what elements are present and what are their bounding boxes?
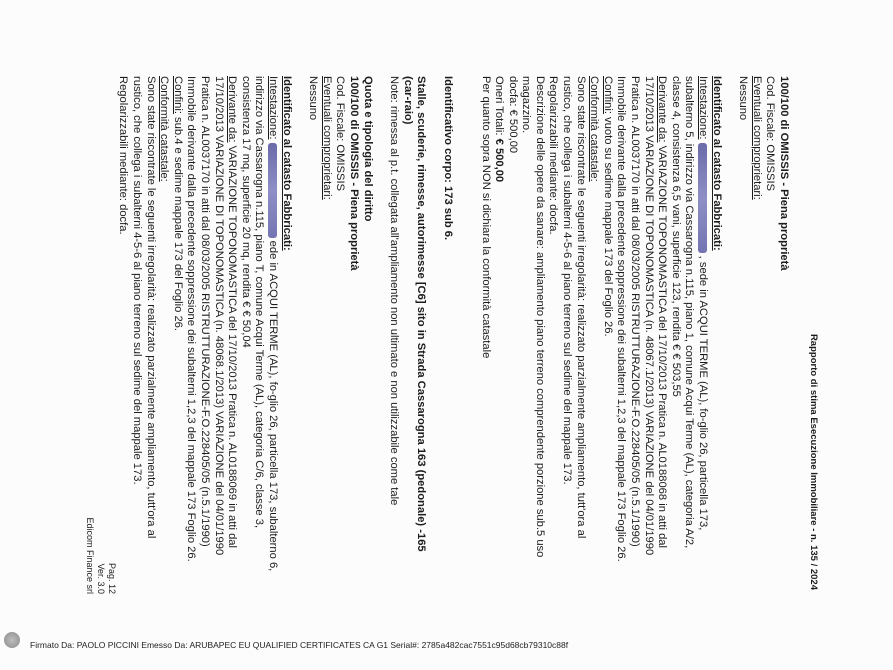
property-title: Stalle, scuderie, rimesse, autorimesse [C6] sito in Strada Cassarogna 163 (pedonale) -165 (car-raio) xyxy=(401,76,428,552)
oneri-value: € 500,00 xyxy=(493,138,506,183)
cod-fiscale: Cod. Fiscale: OMISSIS xyxy=(764,76,777,192)
conformita-text: Sono state riscontrate le seguenti irregolarità: realizzato parzialmente ampliamento, tutt'ora al rustico, che collega i subalterni 4-5-6 al piano terreno sul sedime del mappale 173. xyxy=(561,76,587,539)
signature-seal-icon xyxy=(4,632,20,648)
eventuali-value: Nessuno xyxy=(737,76,750,121)
eventuali-value-2: Nessuno xyxy=(307,76,320,121)
descrizione-text: Descrizione delle opere da sanare: ampliamento piano terreno comprendente porzione sub.5 uso magazzino. xyxy=(520,76,546,558)
conformita-label: Conformità catastale: xyxy=(588,76,601,182)
intestazione-text-2: ede in ACQUI TERME (AL), fo-glio 26, particella 173, subalterno 6, indirizzo via Cassarogna n.115, piano T, comune Acqui Terme (AL), categoria C/6, classe 3, consistenza 17 mq, superficie 20 mq, rendita € € 50,04 xyxy=(239,76,279,572)
non-conformita-text: Per quanto sopra NON si dichiara la conformità catastale xyxy=(479,76,492,359)
corpo-identifier: Identificativo corpo: 173 sub 6. xyxy=(441,76,454,241)
eventuali-label-2: Eventuali comproprietari: xyxy=(320,76,333,200)
confini-paragraph xyxy=(600,76,614,576)
intestazione-label-2: Intestazione: xyxy=(267,76,279,140)
derivante-paragraph xyxy=(614,76,668,576)
oneri-totali xyxy=(492,76,506,576)
rotated-document-page xyxy=(66,40,826,600)
regolarizzabili-text: Regolarizzabili mediante: docfa. xyxy=(547,76,560,235)
conformita-label-2: Conformità catastale: xyxy=(158,76,171,182)
confini-text-2: sub.4 e sedime mappale 173 del Foglio 26. xyxy=(171,117,184,331)
publisher-label: Edicom Finance srl xyxy=(85,517,95,594)
derivante-text-2: VARIAZIONE TOPONOMASTICA del 17/10/2013 Pratica n. AL0188069 in atti dal 17/10/2013 VARIAZIONE DI TOPONOMASTICA (n. 48068.1/2013) VARIAZIONE del 04/01/1990 Pratica n. AL0037170 in atti dal 08/03/2005 RISTRUTTURAZIONE-F.O.228405/05 (n.5.1/1990) Immobile derivante dalla precedente soppressione dei subalterni 1,2,3 del mappale 173 Foglio 26. xyxy=(185,76,239,562)
cod-fiscale-2: Cod. Fiscale: OMISSIS xyxy=(334,76,347,192)
oneri-label: Oneri Totali: xyxy=(493,76,506,136)
version-label: Ver. 3.0 xyxy=(96,563,106,594)
intestazione-label: Intestazione: xyxy=(697,76,710,140)
intestazione-paragraph-2 xyxy=(238,76,279,576)
confini-label: Confini: xyxy=(601,76,614,114)
confini-label-2: Confini: xyxy=(171,76,184,114)
regolarizzabili-text-2: Regolarizzabili mediante: docfa. xyxy=(117,76,130,235)
digital-signature-line: Firmato Da: PAOLO PICCINI Emesso Da: ARUBAPEC EU QUALIFIED CERTIFICATES CA G1 Serial#: 2785a482cac7551c95d68cb79310c88f xyxy=(30,640,569,650)
confini-text: vuoto su sedime mappale 173 del Foglio 26. xyxy=(601,117,614,337)
redaction-mark xyxy=(698,143,707,253)
catasto-heading-2: Identificato al catasto Fabbricati: xyxy=(280,76,293,251)
page-footer xyxy=(84,517,117,594)
confini-paragraph-2 xyxy=(170,76,184,576)
redaction-mark-2 xyxy=(268,143,277,238)
report-header: Rapporto di stima Esecuzione Immobiliare - n. 135 / 2024 xyxy=(808,333,819,590)
derivante-text: VARIAZIONE TOPONOMASTICA del 17/10/2013 Pratica n. AL0188068 in atti dal 17/10/2013 VARIAZIONE DI TOPONOMASTICA (n. 48067.1/2013) VARIAZIONE del 04/01/1990 Pratica n. AL0037170 in atti dal 08/03/2005 RISTRUTTURAZIONE-F.O.228405/05 (n.5.1/1990) Immobile derivante dalla precedente soppressione dei subalterni 1,2,3 del mappale 173 Foglio 26. xyxy=(615,76,669,562)
derivante-label: Derivante da: xyxy=(656,76,669,143)
derivante-paragraph-2 xyxy=(184,76,238,576)
ownership-line-2: 100/100 di OMISSIS - Piena proprietà xyxy=(347,76,360,271)
page-number: Pag. 12 xyxy=(107,562,117,594)
eventuali-label: Eventuali comproprietari: xyxy=(750,76,763,200)
intestazione-paragraph xyxy=(668,76,709,576)
quota-heading: Quota e tipologia del diritto xyxy=(361,76,374,222)
conformita-text-2: Sono state riscontrate le seguenti irregolarità: realizzato parzialmente ampliamento, tutt'ora al rustico, che collega i subalterni 4-5-6 al piano terreno sul sedime del mappale 173. xyxy=(131,76,157,539)
document-body xyxy=(116,76,790,576)
derivante-label-2: Derivante da: xyxy=(226,76,239,143)
property-note: Note: rimessa al p.t. collegata all'ampliamento non ultimato e non utilizzabile come tale xyxy=(388,76,401,506)
intestazione-text: , sede in ACQUI TERME (AL), fo-glio 26, particella 173, subalterno 5, indirizzo via Cassarogna n.115, piano 1, comune Acqui Terme (AL), categoria A/2, classe 4, consistenza 6,5 vani, superficie 123, rendita € € 503,55 xyxy=(669,76,710,549)
docfa-cost: docfa: € 500,00 xyxy=(506,76,519,154)
ownership-line: 100/100 di OMISSIS - Piena proprietà xyxy=(778,76,790,271)
catasto-heading: Identificato al catasto Fabbricati: xyxy=(710,76,723,251)
